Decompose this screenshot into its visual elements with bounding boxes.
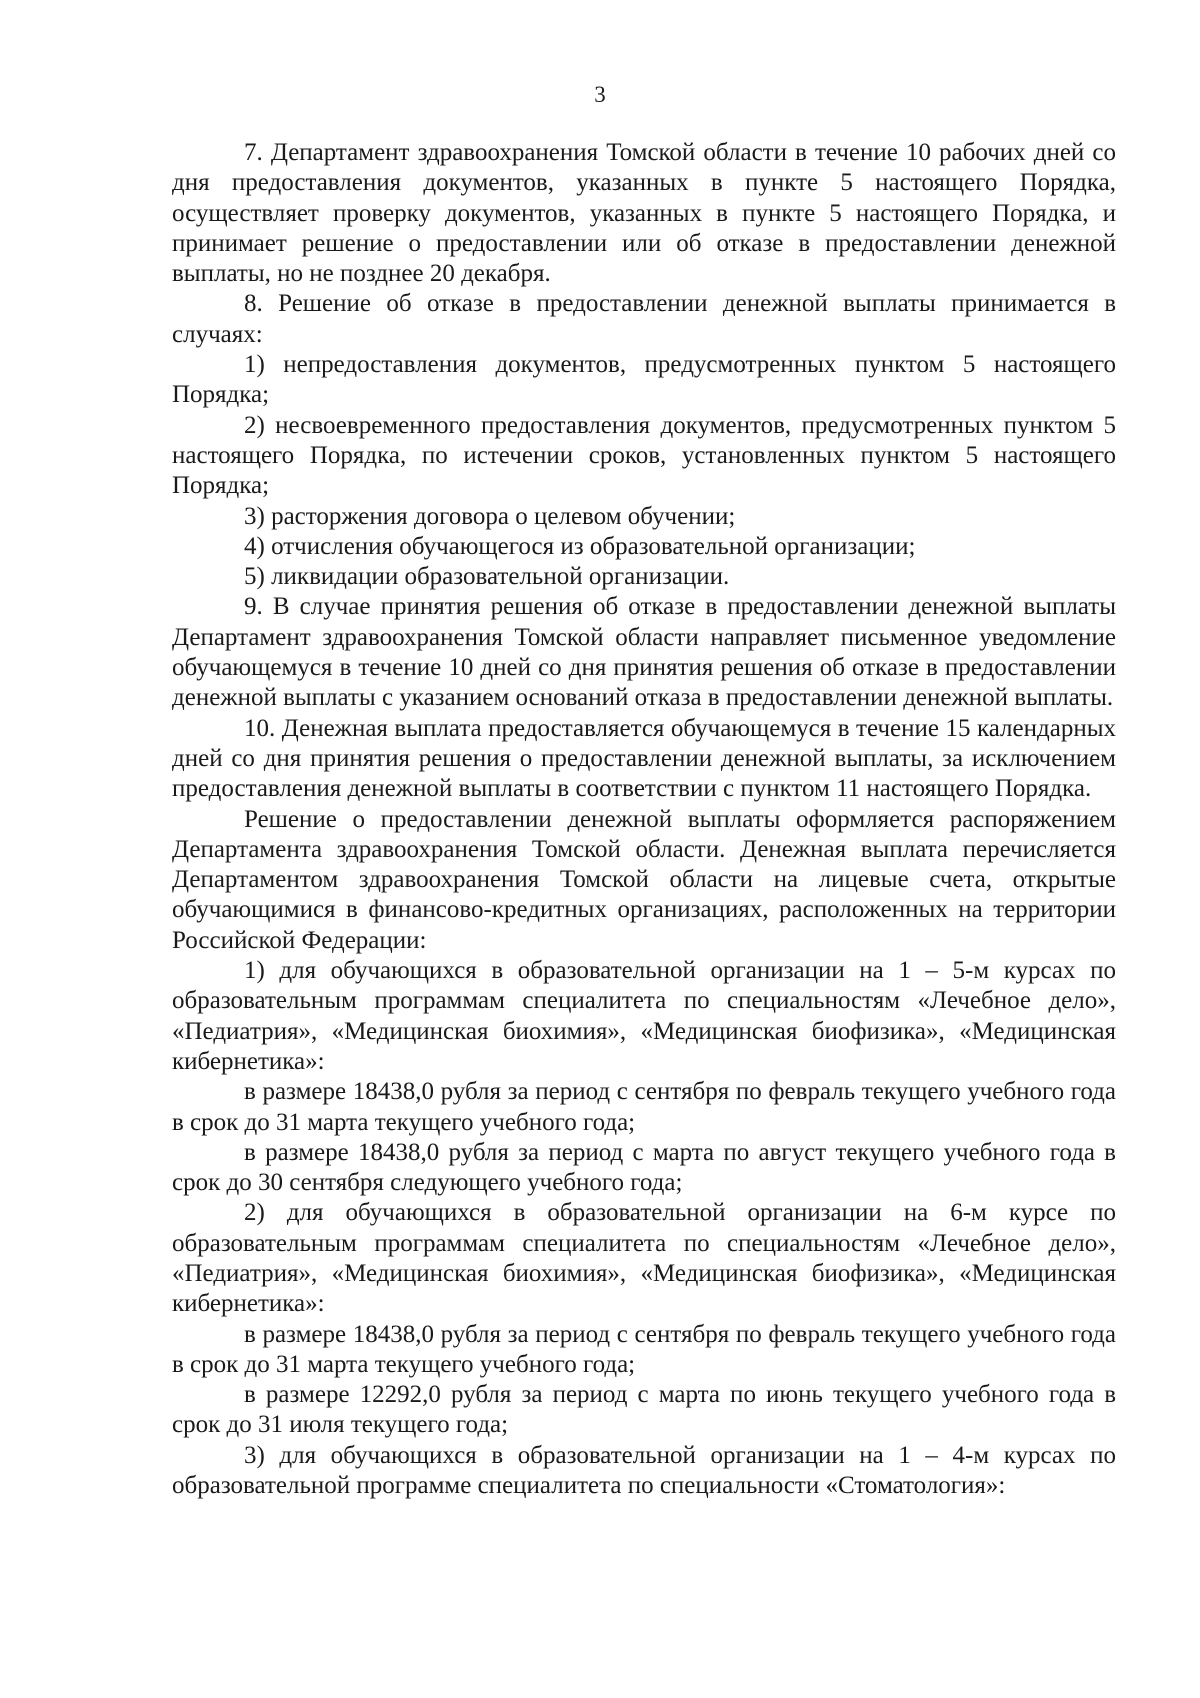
paragraph-8-item-1: 1) непредоставления документов, предусмотренных пунктом 5 настоящего Порядка; (172, 351, 1116, 409)
paragraph-8-item-3: 3) расторжения договора о целевом обучении; (244, 502, 736, 530)
paragraph-10-item-2-amount-b: в размере 12292,0 рубля за период с марта по июнь текущего учебного года в срок до 31 июля текущего года; (172, 1381, 1116, 1439)
paragraph-8: 8. Решение об отказе в предоставлении денежной выплаты принимается в случаях: (172, 290, 1116, 348)
paragraph-10: 10. Денежная выплата предоставляется обучающемуся в течение 15 календарных дней со дня принятия решения о предоставлении денежной выплаты, за исключением предоставления денежной выплаты в соответствии с пунктом 11 настоящего Порядка. (172, 714, 1116, 803)
paragraph-10-decision: Решение о предоставлении денежной выплаты оформляется распоряжением Департамента здравоохранения Томской области. Денежная выплата перечисляется Департаментом здравоохранения Томской области на лицевые счета, открытые обучающимися в финансово-кредитных организациях, расположенных на территории Российской Федерации: (172, 805, 1116, 954)
paragraph-8-item-5: 5) ликвидации образовательной организации. (244, 563, 730, 591)
paragraph-10-item-2: 2) для обучающихся в образовательной организации на 6-м курсе по образовательным программам специалитета по специальностям «Лечебное дело», «Педиатрия», «Медицинская биохимия», «Медицинская биофизика», «Медицинская кибернетика»: (172, 1199, 1116, 1318)
paragraph-8-item-4: 4) отчисления обучающегося из образовательной организации; (244, 532, 916, 560)
paragraph-10-item-3: 3) для обучающихся в образовательной организации на 1 – 4-м курсах по образовательной программе специалитета по специальности «Стоматология»: (172, 1441, 1116, 1500)
paragraph-10-item-1-amount-b: в размере 18438,0 рубля за период с марта по август текущего учебного года в срок до 30 сентября следующего учебного года; (172, 1138, 1116, 1197)
paragraph-7: 7. Департамент здравоохранения Томской области в течение 10 рабочих дней со дня предоставления документов, указанных в пункте 5 настоящего Порядка, осуществляет проверку документов, указанных в пункте 5 настоящего Порядка, и принимает решение о предоставлении или об отказе в предоставлении денежной выплаты, но не позднее 20 декабря. (172, 139, 1116, 288)
paragraph-10-item-1: 1) для обучающихся в образовательной организации на 1 – 5-м курсах по образовательным программам специалитета по специальностям «Лечебное дело», «Педиатрия», «Медицинская биохимия», «Медицинская биофизика», «Медицинская кибернетика»: (172, 957, 1116, 1075)
paragraph-9: 9. В случае принятия решения об отказе в предоставлении денежной выплаты Департамент здравоохранения Томской области направляет письменное уведомление обучающемуся в течение 10 дней со дня принятия решения об отказе в предоставлении денежной выплаты с указанием оснований отказа в предоставлении денежной выплаты. (172, 593, 1116, 712)
document-body (172, 138, 1116, 1501)
paragraph-8-item-2: 2) несвоевременного предоставления документов, предусмотренных пунктом 5 настоящего Порядка, по истечении сроков, установленных пунктом 5 настоящего Порядка; (172, 411, 1116, 500)
paragraph-10-item-1-amount-a: в размере 18438,0 рубля за период с сентября по февраль текущего учебного года в срок до 31 марта текущего учебного года; (172, 1078, 1116, 1136)
paragraph-10-item-2-amount-a: в размере 18438,0 рубля за период с сентября по февраль текущего учебного года в срок до 31 марта текущего учебного года; (172, 1320, 1116, 1378)
page-number: 3 (594, 82, 606, 107)
